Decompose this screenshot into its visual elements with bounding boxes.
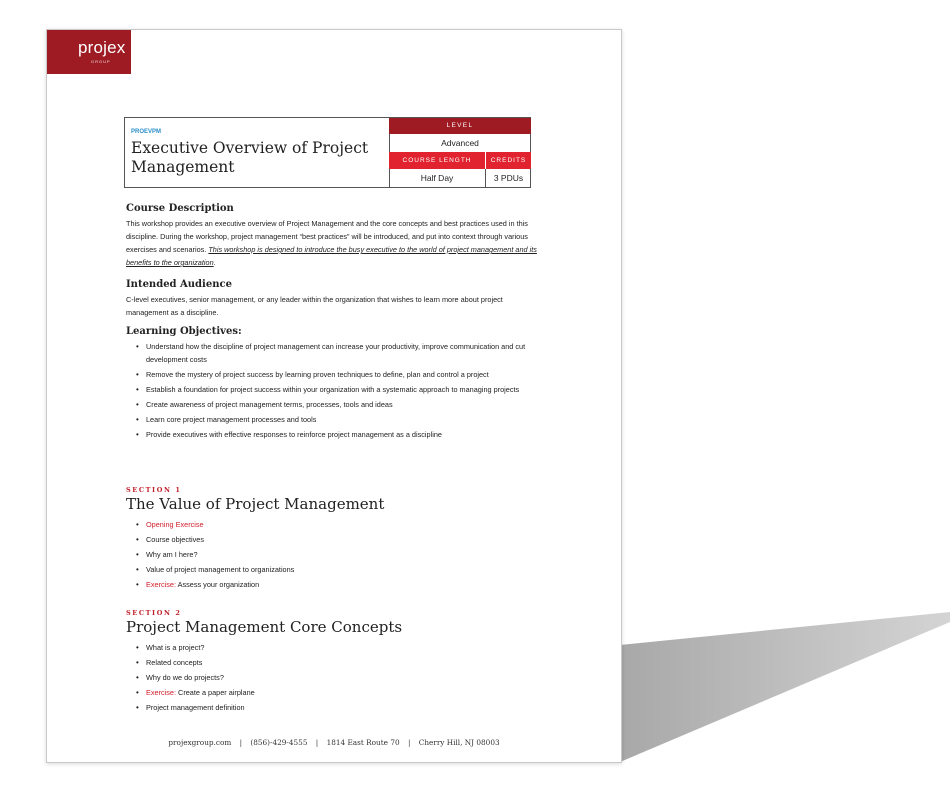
course-info-grid <box>389 118 530 187</box>
section-2-item <box>136 656 536 669</box>
item-text: Related concepts <box>146 658 203 667</box>
level-label: LEVEL <box>389 118 531 134</box>
projex-logo <box>47 30 131 74</box>
footer-contact <box>47 738 621 747</box>
section-1-item <box>136 518 536 531</box>
item-text: Create a paper airplane <box>176 688 255 697</box>
item-highlight: Exercise: <box>146 580 177 589</box>
course-code: PROEVPM <box>131 129 162 135</box>
item-text: Why do we do projects? <box>146 673 224 682</box>
section-1-label: SECTION 1 <box>126 486 182 494</box>
item-text: Value of project management to organizations <box>146 565 295 574</box>
objective-item: • Remove the mystery of project success by learning proven techniques to define, plan and control a project <box>136 368 536 381</box>
learning-objectives-list <box>136 340 536 443</box>
item-text: Why am I here? <box>146 550 198 559</box>
course-header <box>124 117 531 188</box>
section-2-item <box>136 671 536 684</box>
page-shadow <box>620 0 950 800</box>
footer-address: 1814 East Route 70 <box>326 738 400 747</box>
footer-separator: | <box>407 738 411 747</box>
footer-website[interactable]: projexgroup.com <box>168 738 232 747</box>
section-2-title: Project Management Core Concepts <box>126 618 403 636</box>
level-value: Advanced <box>441 138 479 148</box>
item-highlight: Opening Exercise <box>146 520 204 529</box>
section-1-item <box>136 578 536 591</box>
item-text: Project management definition <box>146 703 245 712</box>
objective-item: • Establish a foundation for project success within your organization with a systematic approach to managing projects <box>136 383 536 396</box>
objective-item: • Understand how the discipline of project management can increase your productivity, improve communication and cut development costs <box>136 340 536 366</box>
section-2-item <box>136 641 536 654</box>
learning-objectives-heading: Learning Objectives: <box>126 326 242 337</box>
section-1-item <box>136 548 536 561</box>
section-2-item <box>136 701 536 714</box>
credits-value: 3 PDUs <box>493 173 524 183</box>
course-description-heading: Course Description <box>126 203 234 214</box>
credits-label: CREDITS <box>486 152 531 169</box>
section-2-label: SECTION 2 <box>126 609 182 617</box>
logo-subtext: GROUP <box>91 59 111 64</box>
section-2-list <box>136 641 536 716</box>
item-text: What is a project? <box>146 643 205 652</box>
footer-separator: | <box>315 738 319 747</box>
course-title: Executive Overview of Project Management <box>131 139 369 176</box>
description-body: This workshop provides an executive overview of Project Management and the core concepts and best practices used in this discipline. During the workshop, project management “best practices” will be introduced, and put into context through various exercises and scenarios. <box>126 219 528 254</box>
document-page <box>46 29 622 763</box>
item-highlight: Exercise: <box>146 688 177 697</box>
course-length-value: Half Day <box>389 169 486 187</box>
section-2-item <box>136 686 536 699</box>
footer-separator: | <box>239 738 243 747</box>
intended-audience-heading: Intended Audience <box>126 279 232 290</box>
item-text: Assess your organization <box>176 580 260 589</box>
objective-item: • Learn core project management processes and tools <box>136 413 536 426</box>
intended-audience-text: C-level executives, senior management, or any leader within the organization that wishes to learn more about project management as a discipline. <box>126 295 503 317</box>
section-1-list <box>136 518 536 593</box>
footer-phone: (856)-429-4555 <box>250 738 308 747</box>
objective-item: • Create awareness of project management terms, processes, tools and ideas <box>136 398 536 411</box>
course-description-text: This workshop provides an executive overview of Project Management and the core concepts and best practices used in this discipline. During the workshop, project management “best practices” will be introduced, and put into context through various exercises and scenarios. This workshop is designed to introduce the busy executive to the world of project management and its benefits to the organization. <box>126 219 537 267</box>
objective-item: • Provide executives with effective responses to reinforce project management as a discipline <box>136 428 536 441</box>
section-1-title: The Value of Project Management <box>126 495 385 513</box>
item-text: Course objectives <box>146 535 204 544</box>
section-1-item <box>136 533 536 546</box>
footer-city: Cherry Hill, NJ 08003 <box>418 738 500 747</box>
description-emphasis: This workshop is designed to introduce the busy executive to the world of project management and its benefits to the organization <box>126 245 537 267</box>
section-1-item <box>136 563 536 576</box>
logo-text: projex <box>78 38 126 57</box>
course-title-block <box>125 118 390 187</box>
course-length-label: COURSE LENGTH <box>389 152 486 169</box>
